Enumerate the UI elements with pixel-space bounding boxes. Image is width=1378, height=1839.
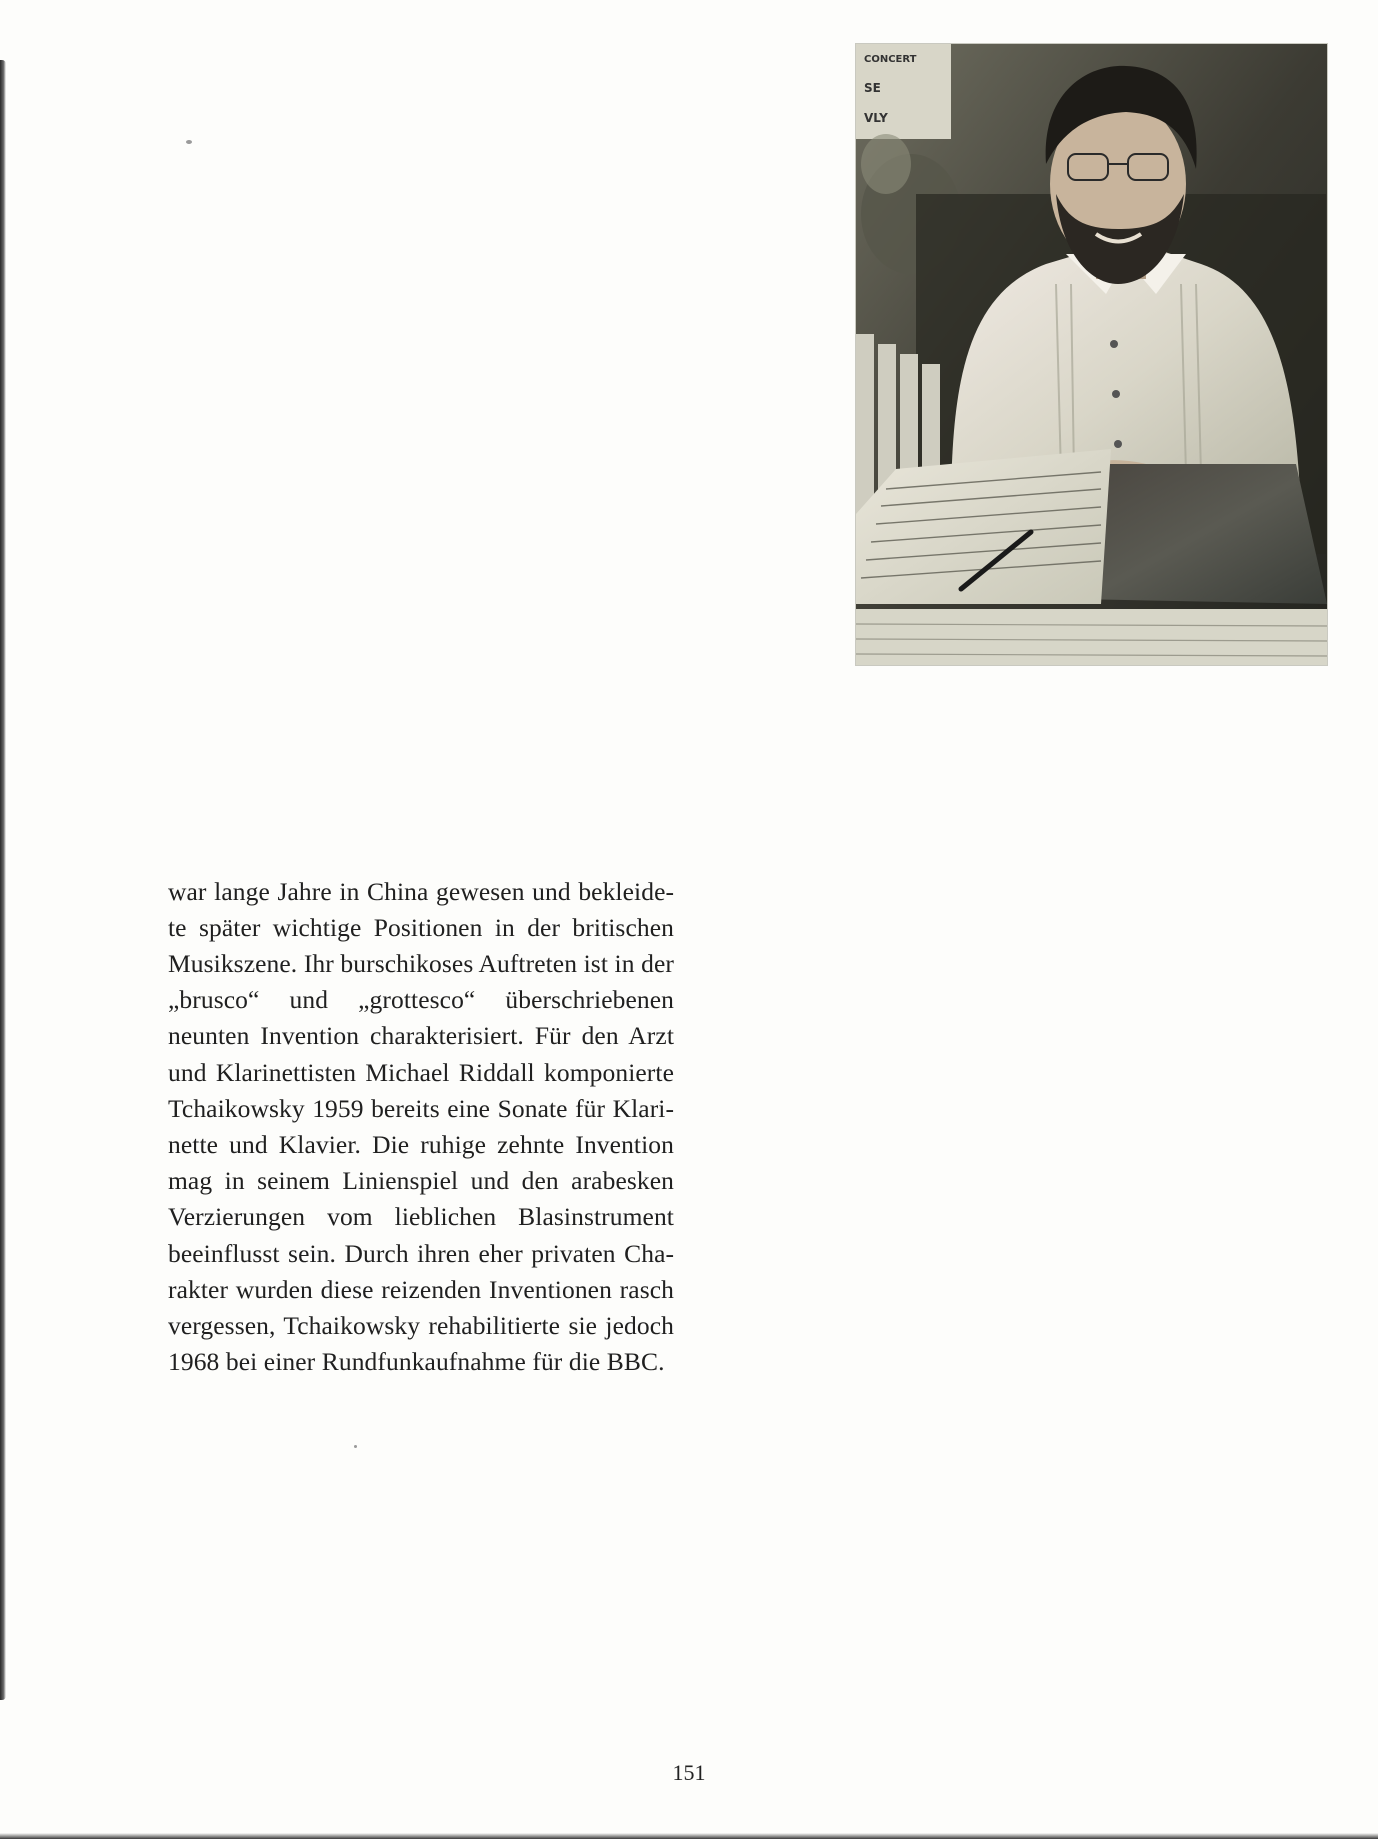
page-binding-edge [0,60,6,1700]
portrait-photograph [856,44,1327,665]
photo-illustration [856,44,1327,665]
page-bottom-edge [0,1833,1378,1839]
scan-speck [186,140,192,144]
scan-speck [354,1445,357,1448]
page-number: 151 [672,1760,706,1785]
poster-text: CONCERT [864,54,917,65]
poster-text: SE [864,81,881,95]
body-paragraph: war lange Jahre in China gewesen und bekleidete später wichtige Positionen in der britischen Musikszene. Ihr burschikoses Auftreten ist in der „brusco“ und „grottesco“ überschriebenen neunten Invention charakterisiert. Für den Arzt und Klarinettisten Michael Riddall komponierte Tchaikowsky 1959 bereits eine Sonate für Klarinette und Klavier. Die ruhige zehnte Invention mag in seinem Linienspiel und den arabesken Verzierungen vom lieblichen Blasinstrument beeinflusst sein. Durch ihren eher privaten Charakter wurden diese reizenden Inventionen rasch vergessen, Tchaikowsky rehabilitierte sie jedoch 1968 bei einer Rundfunkaufnahme für die BBC. [168,876,674,1377]
poster-text: VLY [864,111,888,125]
